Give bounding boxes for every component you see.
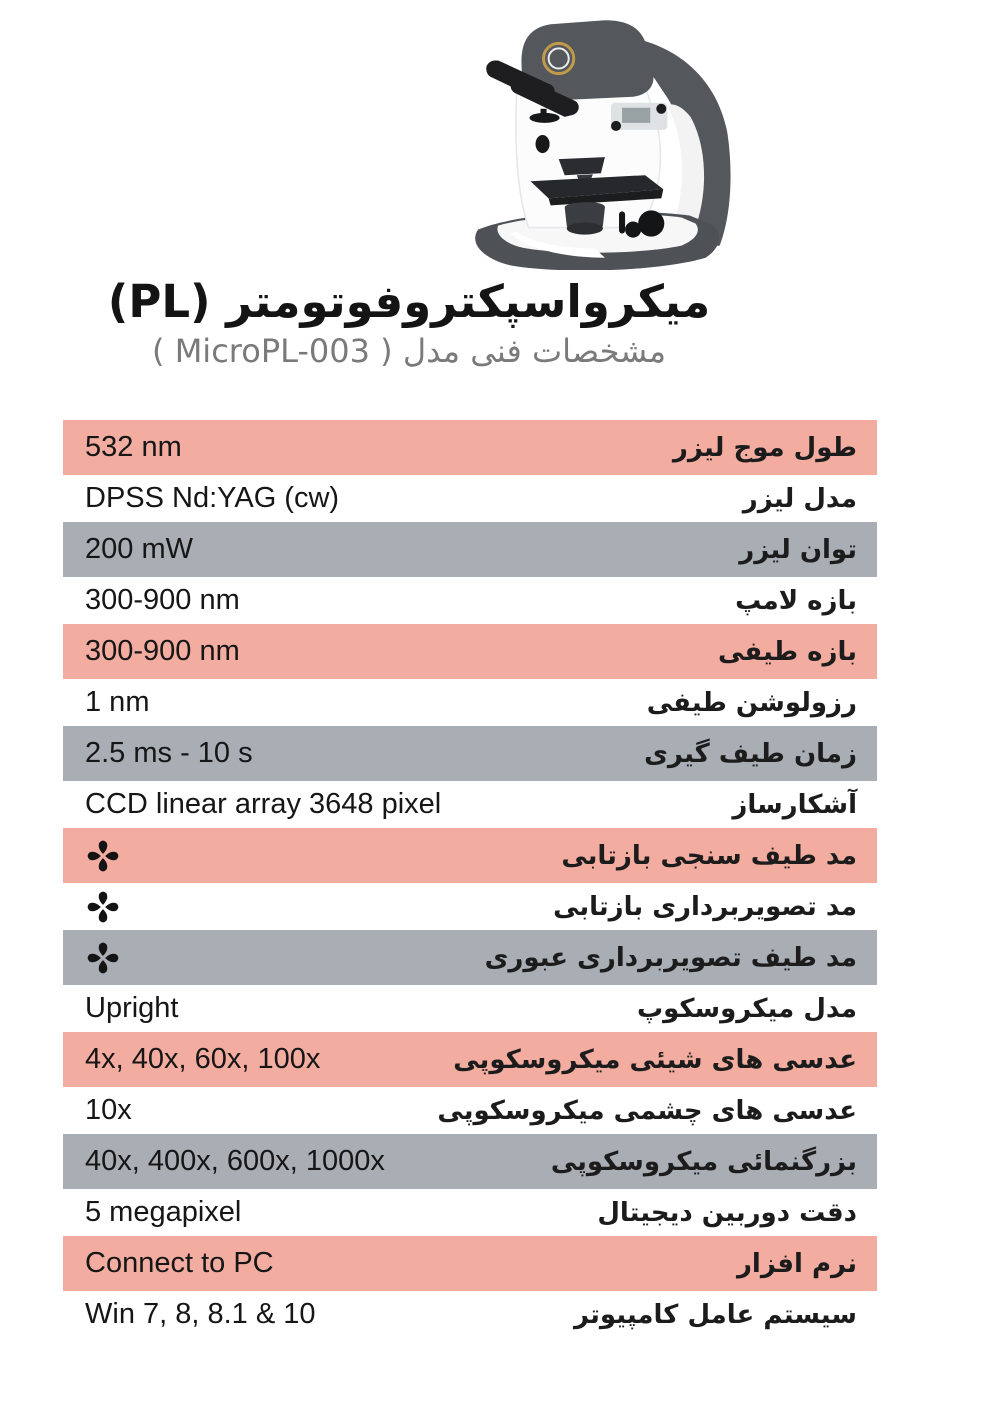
spec-row xyxy=(63,420,877,475)
spec-value: 300-900 nm xyxy=(85,635,240,667)
spec-value-marker xyxy=(63,838,121,874)
microscope-product-image xyxy=(452,16,774,270)
spec-row xyxy=(63,679,877,726)
spec-row xyxy=(63,1134,877,1189)
spec-label: سیستم عامل کامپیوتر xyxy=(573,1299,857,1330)
spec-row xyxy=(63,1032,877,1087)
spec-row xyxy=(63,624,877,679)
upright-microscope-illustration xyxy=(452,16,774,270)
spec-row xyxy=(63,828,877,883)
four-petal-asterisk-icon xyxy=(85,838,121,874)
spec-value: 5 megapixel xyxy=(85,1196,242,1228)
spec-row xyxy=(63,577,877,624)
spec-row xyxy=(63,522,877,577)
spec-value: Upright xyxy=(85,992,179,1024)
spec-row xyxy=(63,1189,877,1236)
spec-label: مد تصویربرداری بازتابی xyxy=(553,891,857,922)
four-petal-asterisk-icon xyxy=(85,889,121,925)
spec-row xyxy=(63,1291,877,1338)
spec-label: نرم افزار xyxy=(736,1248,857,1279)
four-petal-asterisk-icon xyxy=(85,940,121,976)
spec-label: مد طیف تصویربرداری عبوری xyxy=(484,942,857,973)
spec-value: 200 mW xyxy=(85,533,193,565)
spec-label: مد طیف سنجی بازتابی xyxy=(561,840,857,871)
spec-value: 4x, 40x, 60x, 100x xyxy=(85,1043,321,1075)
spec-value: Win 7, 8, 8.1 & 10 xyxy=(85,1298,316,1330)
spec-label: زمان طیف گیری xyxy=(644,738,857,769)
spec-row xyxy=(63,930,877,985)
spec-table xyxy=(63,420,877,1338)
spec-value: 300-900 nm xyxy=(85,584,240,616)
heading-block xyxy=(0,276,818,370)
spec-label: بازه طیفی xyxy=(717,636,857,667)
spec-label: بازه لامپ xyxy=(735,585,857,616)
spec-value: CCD linear array 3648 pixel xyxy=(85,788,442,820)
page-subtitle: مشخصات فنی مدل ( MicroPL-003 ) xyxy=(152,331,666,370)
spec-value: 40x, 400x, 600x, 1000x xyxy=(85,1145,385,1177)
spec-value-marker xyxy=(63,940,121,976)
spec-label: عدسی های چشمی میکروسکوپی xyxy=(437,1095,857,1126)
spec-label: طول موج لیزر xyxy=(672,432,857,463)
spec-label: عدسی های شیئی میکروسکوپی xyxy=(453,1044,857,1075)
spec-label: آشکارساز xyxy=(732,789,857,820)
spec-value: DPSS Nd:YAG (cw) xyxy=(85,482,340,514)
spec-label: رزولوشن طیفی xyxy=(646,687,857,718)
spec-row xyxy=(63,883,877,930)
spec-row xyxy=(63,726,877,781)
spec-row xyxy=(63,781,877,828)
spec-label: دقت دوربین دیجیتال xyxy=(597,1197,857,1228)
spec-value: Connect to PC xyxy=(85,1247,274,1279)
spec-value: 10x xyxy=(85,1094,132,1126)
spec-row xyxy=(63,1087,877,1134)
spec-label: مدل لیزر xyxy=(742,483,857,514)
page-title: میکرواسپکتروفوتومتر (PL) xyxy=(107,275,711,328)
spec-value: 1 nm xyxy=(85,686,150,718)
spec-value-marker xyxy=(63,889,121,925)
spec-label: بزرگنمائی میکروسکوپی xyxy=(550,1146,857,1177)
spec-value: 532 nm xyxy=(85,431,182,463)
spec-label: توان لیزر xyxy=(739,534,857,565)
spec-label: مدل میکروسکوپ xyxy=(636,993,857,1024)
spec-row xyxy=(63,985,877,1032)
spec-row xyxy=(63,1236,877,1291)
spec-value: 2.5 ms - 10 s xyxy=(85,737,253,769)
spec-row xyxy=(63,475,877,522)
